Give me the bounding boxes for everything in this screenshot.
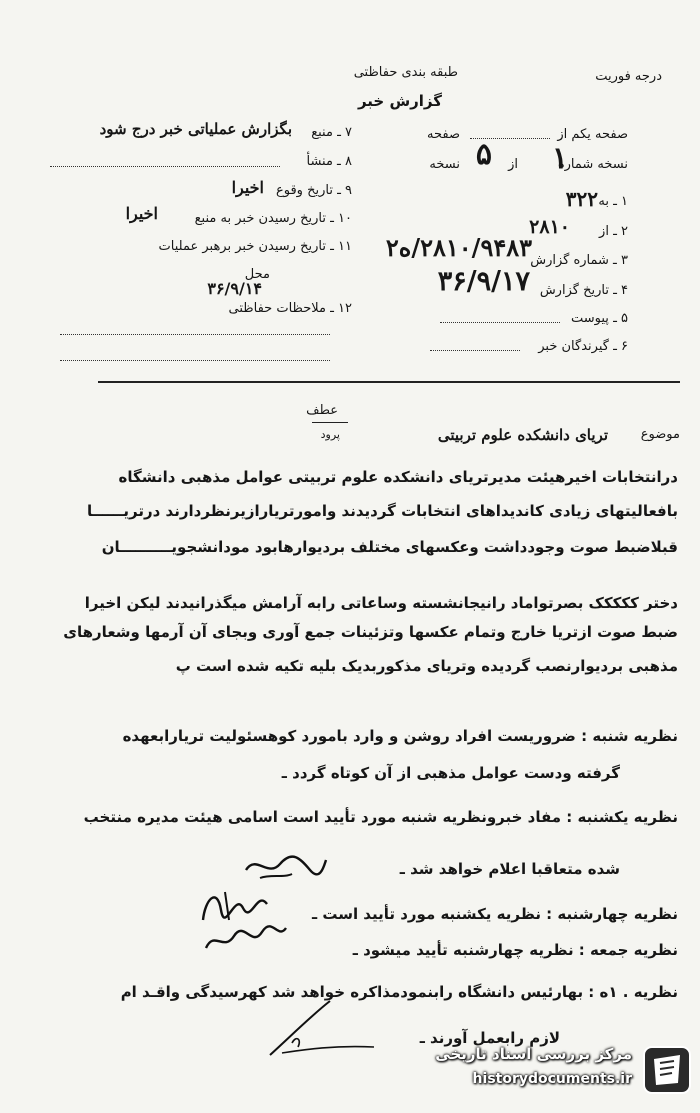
parvandeh-label: پرود	[320, 428, 340, 441]
receipt-ops-label: ۱۱ ـ تاریخ رسیدن خبر برهبر عملیات	[158, 239, 352, 254]
notes-dots-1	[60, 334, 330, 335]
copy-suffix: نسخه	[429, 157, 460, 172]
copy-total-value: ۵	[475, 137, 492, 172]
header-separator	[98, 381, 680, 383]
signature-friday	[200, 918, 290, 958]
atf-line	[312, 422, 348, 423]
body-line-5: ضبط صوت ازتریا خارج وتمام عکسها وتزئینات جمع آوری وبجای آن آرمها وشعارهای	[63, 623, 678, 641]
recipients-label: ۶ ـ گیرندگان خبر	[538, 339, 628, 354]
field-1-value: ۳۲۲	[565, 187, 598, 211]
body-line-4: دختر ککککک بصرتواماد رانیجانشسته وساعاتی رابه آرامش میگذرانیدند لیکن اخیرا	[84, 594, 678, 612]
copy-number-value: ۱	[551, 141, 568, 176]
watermark-url: historydocuments.ir	[472, 1071, 632, 1087]
report-number-label: ۳ ـ شماره گزارش	[530, 253, 628, 268]
opinion-sunday-cont: شده متعاقبا اعلام خواهد شد ـ	[399, 860, 620, 878]
priority-label: درجه فوریت	[595, 69, 662, 84]
form-title: گزارش خبر	[357, 92, 442, 110]
classification-label: طبقه بندی حفاظتی	[353, 65, 458, 80]
receipt-source-value: اخیرا	[125, 204, 158, 223]
event-date-value: اخیرا	[231, 178, 264, 197]
receipt-source-label: ۱۰ ـ تاریخ رسیدن خبر به منبع	[194, 211, 352, 226]
recipients-dots	[430, 350, 520, 351]
watermark-persian-text: مرکز بررسی اسناد تاریخی	[435, 1045, 632, 1063]
source-value: بگزارش عملیاتی خبر درج شود	[99, 120, 292, 138]
signature-bottom	[262, 995, 382, 1065]
source-label: ۷ ـ منبع	[311, 125, 352, 140]
field-1-label: ۱ ـ به	[598, 194, 628, 209]
body-line-3: قبلاضبط صوت وجودداشت وعکسهای مختلف بردیوارهابود مودانشجویــــــــــان	[101, 538, 678, 556]
origin-dots	[50, 166, 280, 167]
opinion-final: نظریه . ۱ه : بهارئیس دانشگاه رابنمودمذاکره خواهد شد کهرسیدگی واقـد ام	[120, 983, 678, 1001]
body-line-6: مذهبی بردیوارنصب گردیده وتریای مذکوربدیک بلیه تکیه شده است پ	[175, 657, 678, 675]
opinion-final-cont: لازم رابعمل آورند ـ	[419, 1029, 560, 1047]
opinion-saturday: نظریه شنبه : ضروریست افراد روشن و وارد بامورد کوهسئولیت تریارابعهده	[122, 727, 678, 745]
page-label: صفحه یکم از	[557, 127, 628, 142]
subject-label: موضوع	[640, 427, 680, 442]
field-2-value: ۲۸۱۰	[529, 216, 570, 238]
field-2-label: ۲ ـ از	[599, 224, 628, 239]
security-notes-label: ۱۲ ـ ملاحظات حفاظتی	[228, 301, 352, 316]
origin-label: ۸ ـ منشأ	[306, 154, 352, 169]
copy-label: نسخه شماره	[557, 157, 628, 172]
opinion-friday: نظریه جمعه : نظریه چهارشنبه تأیید میشود ـ	[352, 941, 678, 959]
report-date-label: ۴ ـ تاریخ گزارش	[539, 283, 628, 298]
opinion-saturday-cont: گرفته ودست عوامل مذهبی از آن کوتاه گردد ـ	[281, 764, 620, 782]
report-date-value: ۳۶/۹/۱۷	[437, 266, 530, 297]
history-documents-logo-icon	[642, 1045, 692, 1095]
attachment-label: ۵ ـ پیوست	[571, 311, 628, 326]
attachment-dots	[440, 322, 560, 323]
copy-of-label: از	[508, 157, 518, 172]
notes-dots-2	[60, 360, 330, 361]
body-line-2: بافعالیتهای زیادی کاندیداهای انتخابات گردیدند وامورتریارازیرنظردارند درتریــــــا	[87, 502, 678, 520]
body-line-1: درانتخابات اخیرهیئت مدیرتریای دانشکده علوم تربیتی عوامل مذهبی دانشگاه	[118, 468, 678, 486]
report-number-value: ۲۸۱۰/۹۴۸۳/ه۲	[385, 233, 532, 262]
event-date-label: ۹ ـ تاریخ وقوع	[275, 183, 352, 198]
place-value: ۳۶/۹/۱۴	[207, 279, 262, 298]
opinion-wednesday: نظریه چهارشنبه : نظریه یکشنبه مورد تأیید است ـ	[311, 905, 678, 923]
watermark	[392, 1041, 692, 1101]
subject-value: تریای دانشکده علوم تربیتی	[437, 426, 608, 444]
atf-label: عطف	[306, 403, 338, 418]
page-suffix: صفحه	[427, 127, 460, 142]
place-label: محل	[244, 267, 270, 282]
opinion-sunday: نظریه یکشنبه : مفاد خبرونظریه شنبه مورد تأیید است اسامی هیئت مدیره منتخب	[83, 808, 678, 826]
